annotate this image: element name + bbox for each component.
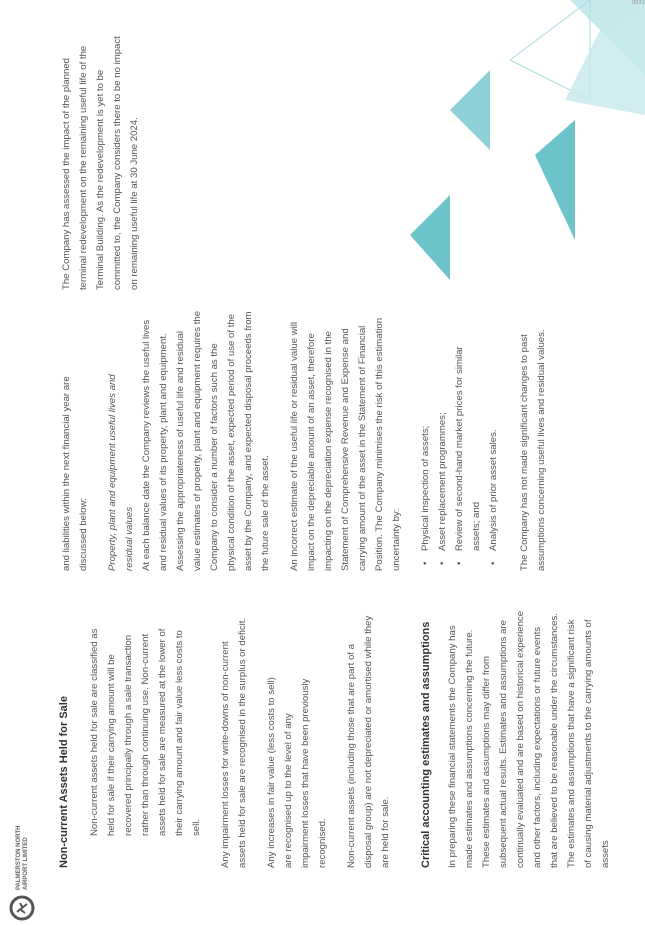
heading-critical-estimates: Critical accounting estimates and assumptions — [420, 621, 432, 868]
logo-line-2: AIRPORT LIMITED — [23, 837, 29, 890]
logo-line-1: PALMERSTON NORTH — [16, 825, 22, 890]
column-middle — [58, 306, 562, 571]
paragraph: The Company has assessed the impact of the planned terminal redevelopment on the remaining useful life of the Terminal Building. As the redevelopment is yet to be committed to, the Company considers there to be no impact on remaining useful life at 30 June 2024. — [61, 36, 140, 290]
paragraph: and liabilities within the next financial year are discussed below: — [61, 376, 89, 571]
page-number: 0831 — [631, 0, 645, 6]
section1-body — [86, 568, 394, 868]
paragraph: In preparing these financial statements the Company has made estimates and assumptions concerning the future. These estimates and assumptions may differ from subsequent actual results. Estimates and assumptions are continually evaluated and are based on historical experience and other factors, including expectations or future events that are believed to be reasonable under the circumstances. The estimates and assumptions that have a significant risk of causing material adjustments to the carrying amounts of assets — [447, 610, 611, 868]
paragraph: At each balance date the Company reviews the useful lives and residual values of its property, plant and equipment. Assessing the appropriateness of useful life and residual value estimates of property, plant and equipment requires the Company to consider a number of factors such as the physical condition of the asset, expected period of use of the asset by the Company, and expected disposal proceeds from the future sale of the asset. — [141, 310, 271, 571]
list-item: • Asset replacement programmes; — [434, 306, 451, 557]
heading-assets-held-for-sale: Non-current Assets Held for Sale — [58, 696, 70, 868]
paragraph: Any increases in fair value (less costs to sell) are recognised up to the level of any impairment losses that have been previously recognised. — [266, 677, 328, 868]
column-left — [58, 568, 626, 868]
paragraph: An incorrect estimate of the useful life or residual value will impact on the depreciable amount of an asset, therefore impacting on the depreciation expense recognised in the Statement of Comprehensive Revenue and Expense and carrying amount of the asset in the Statement of Financial Position. The Company minimises the risk of this estimation uncertainty by: — [289, 317, 402, 571]
bullet-list — [417, 306, 502, 571]
paragraph: The Company has not made significant changes to past assumptions concerning useful lives and residual values. — [519, 329, 547, 571]
list-item: • Analysis of prior asset sales. — [485, 306, 502, 557]
column-right — [58, 30, 155, 290]
paragraph: Non-current assets (including those that are part of a disposal group) are not depreciated or amortised while they are held for sale. — [346, 615, 391, 868]
paragraph: Any impairment losses for write-downs of non-current assets held for sale are recognised in the surplus or deficit. — [220, 617, 248, 868]
subheading-useful-lives: Property, plant and equipment useful lives and residual values — [107, 374, 135, 571]
paragraph: Non-current assets held for sale are classified as held for sale if their carrying amount will be recovered principally through a sale transaction rather than through continuing use. Non-current assets held for sale are measured at the lower of their carrying amount and fair value less costs to sell. — [89, 628, 202, 836]
list-item: • Physical inspection of assets; — [417, 306, 434, 557]
list-item: • Review of second-hand market prices for similar assets; and — [451, 341, 485, 557]
